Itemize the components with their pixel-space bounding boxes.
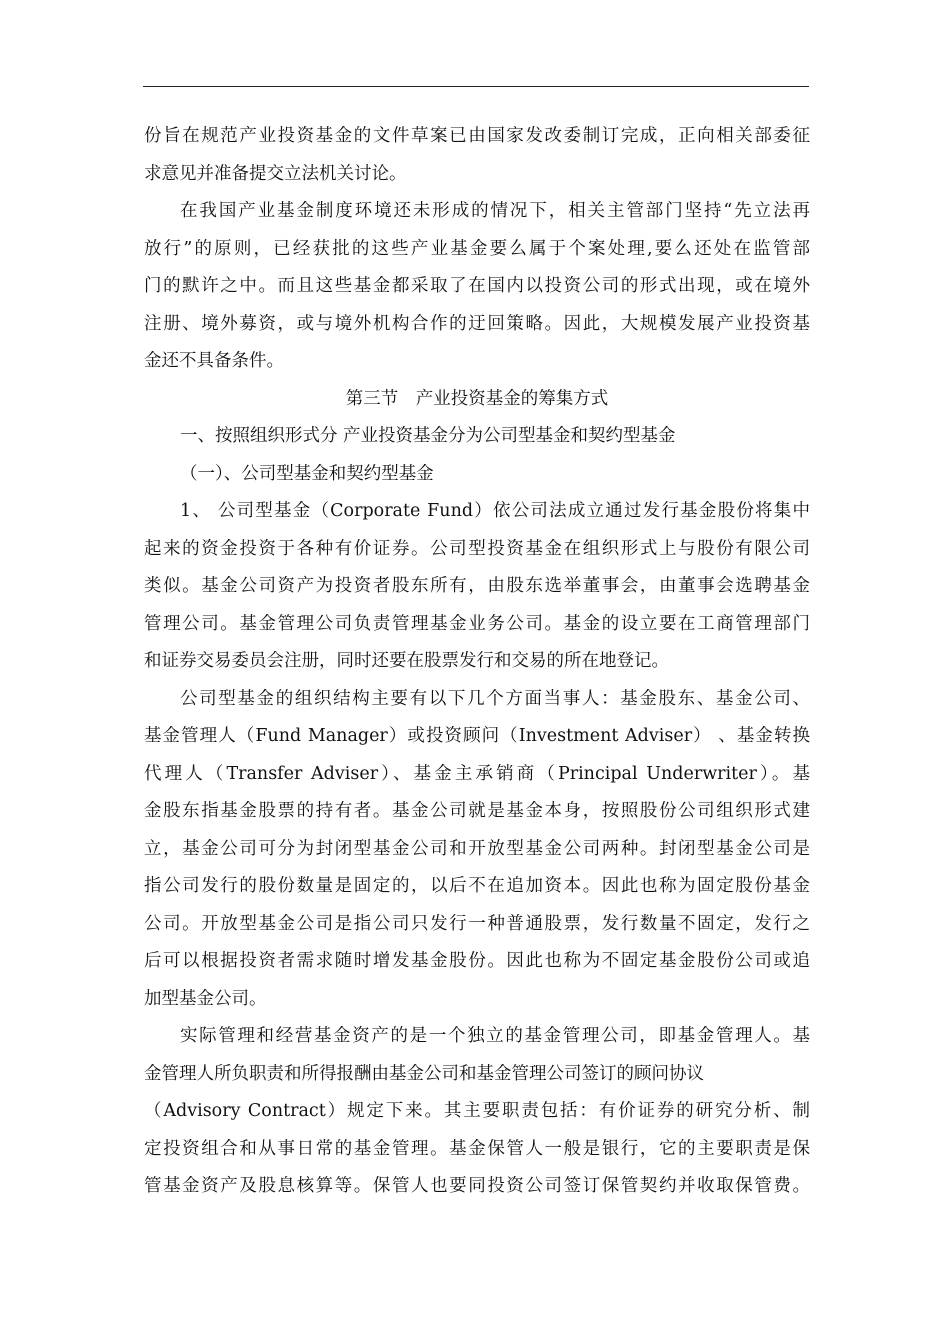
paragraph-line: 求意见并准备提交立法机关讨论。 — [144, 163, 407, 184]
paragraph-line: 金还不具备条件。 — [144, 351, 284, 371]
paragraph-line: 1、 公司型基金（Corporate Fund）依公司法成立通过发行基金股份将集中 — [180, 501, 810, 521]
paragraph-line: 放行”的原则，已经获批的这些产业基金要么属于个案处理,要么还处在监管部 — [144, 238, 810, 259]
paragraph-line: 基金管理人（Fund Manager）或投资顾问（Investment Adviser） 、基金转换 — [144, 726, 810, 746]
paragraph-line: 管理公司。基金管理公司负责管理基金业务公司。基金的设立要在工商管理部门 — [144, 613, 810, 634]
paragraph-line: 起来的资金投资于各种有价证券。公司型投资基金在组织形式上与股份有限公司 — [144, 538, 810, 559]
paragraph-line: 后可以根据投资者需求随时增发基金股份。因此也称为不固定基金股份公司或追 — [144, 951, 810, 971]
subsection-heading: （一）、公司型基金和契约型基金 — [180, 463, 434, 484]
paragraph-line: （Advisory Contract）规定下来。其主要职责包括：有价证券的研究分析、制 — [144, 1101, 810, 1121]
document-body — [144, 118, 810, 1206]
paragraph-line: 定投资组合和从事日常的基金管理。基金保管人一般是银行，它的主要职责是保 — [144, 1138, 810, 1159]
paragraph-line: 管基金资产及股息核算等。保管人也要同投资公司签订保管契约并收取保管费。 — [144, 1176, 810, 1196]
paragraph-line: 指公司发行的股份数量是固定的，以后不在追加资本。因此也称为固定股份基金 — [144, 876, 810, 896]
paragraph-line: 公司型基金的组织结构主要有以下几个方面当事人：基金股东、基金公司、 — [180, 688, 810, 709]
paragraph-line: 实际管理和经营基金资产的是一个独立的基金管理公司，即基金管理人。基 — [180, 1026, 810, 1046]
paragraph-line: 份旨在规范产业投资基金的文件草案已由国家发改委制订完成，正向相关部委征 — [144, 126, 810, 146]
paragraph-line: 类似。基金公司资产为投资者股东所有，由股东选举董事会，由董事会选聘基金 — [144, 576, 810, 596]
subsection-heading: 一、按照组织形式分 产业投资基金分为公司型基金和契约型基金 — [180, 426, 676, 446]
paragraph-line: 在我国产业基金制度环境还未形成的情况下，相关主管部门坚持“先立法再 — [180, 201, 810, 221]
paragraph-line: 立，基金公司可分为封闭型基金公司和开放型基金公司两种。封闭型基金公司是 — [144, 838, 810, 859]
paragraph-line: 代理人（Transfer Adviser）、基金主承销商（Principal Underwriter）。基 — [144, 763, 810, 784]
paragraph-line: 和证券交易委员会注册，同时还要在股票发行和交易的所在地登记。 — [144, 651, 669, 671]
paragraph-line: 注册、境外募资，或与境外机构合作的迂回策略。因此，大规模发展产业投资基 — [144, 313, 810, 334]
paragraph-line: 门的默许之中。而且这些基金都采取了在国内以投资公司的形式出现，或在境外 — [144, 276, 810, 296]
paragraph-line: 公司。开放型基金公司是指公司只发行一种普通股票，发行数量不固定，发行之 — [144, 913, 810, 934]
section-heading: 第三节 产业投资基金的筹集方式 — [345, 388, 609, 409]
header-rule — [143, 86, 809, 87]
paragraph-line: 金股东指基金股票的持有者。基金公司就是基金本身，按照股份公司组织形式建 — [144, 801, 810, 821]
paragraph-line: 金管理人所负职责和所得报酬由基金公司和基金管理公司签订的顾问协议 — [144, 1063, 704, 1084]
paragraph-line: 加型基金公司。 — [144, 988, 267, 1009]
